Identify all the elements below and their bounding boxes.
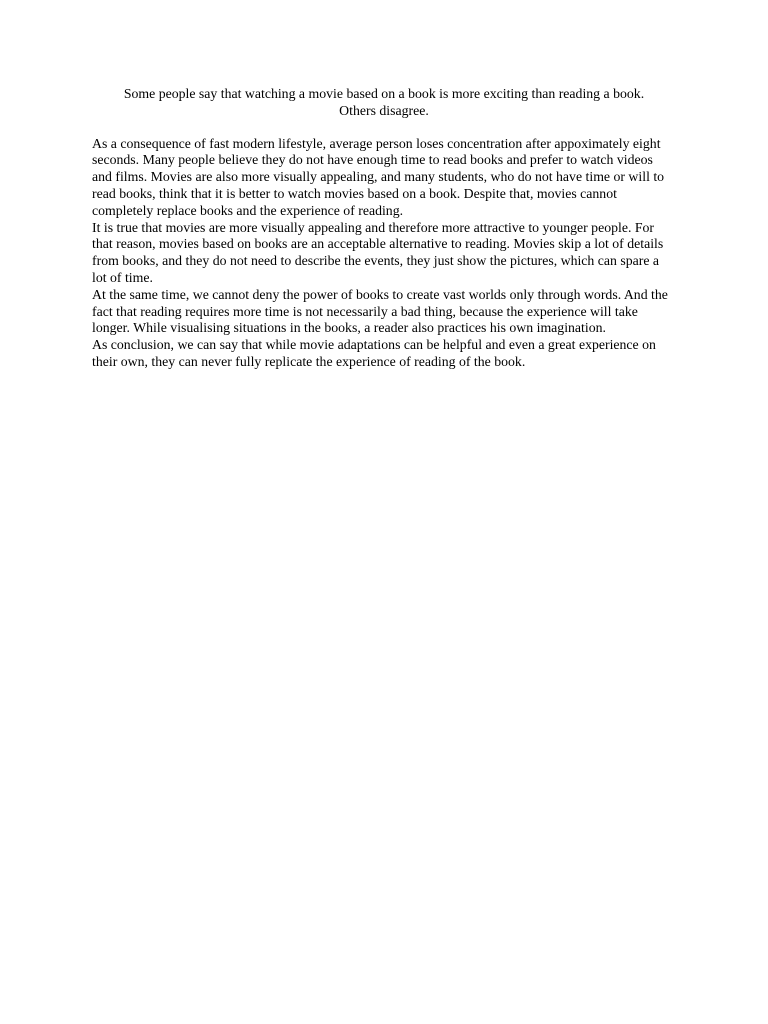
essay-prompt-line-1: Some people say that watching a movie based on a book is more exciting than reading a book.: [123, 86, 645, 101]
essay-prompt-line-2: Others disagree.: [339, 102, 429, 118]
essay-body: [92, 86, 676, 371]
paragraph-books-power: At the same time, we cannot deny the power of books to create vast worlds only through words. And the fact that reading requires more time is not necessarily a bad thing, because the experience will take longer. While visualising situations in the books, a reader also practices his own imagination.: [92, 286, 668, 336]
paragraph-conclusion: As conclusion, we can say that while movie adaptations can be helpful and even a great experience on their own, they can never fully replicate the experience of reading of the book.: [92, 337, 656, 369]
essay-prompt: [92, 86, 676, 120]
paragraph-movies-appeal: It is true that movies are more visually appealing and therefore more attractive to younger people. For that reason, movies based on books are an acceptable alternative to reading. Movies skip a lot of details from books, and they do not need to describe the events, they just show the pictures, which can spare a lot of time.: [92, 219, 664, 285]
paragraph-introduction: As a consequence of fast modern lifestyle, average person loses concentration after appoximately eight seconds. Many people believe they do not have enough time to read books and prefer to watch videos and films. Movies are also more visually appealing, and many students, who do not have time or will to read books, think that it is better to watch movies based on a book. Despite that, movies cannot completely replace books and the experience of reading.: [92, 135, 665, 218]
